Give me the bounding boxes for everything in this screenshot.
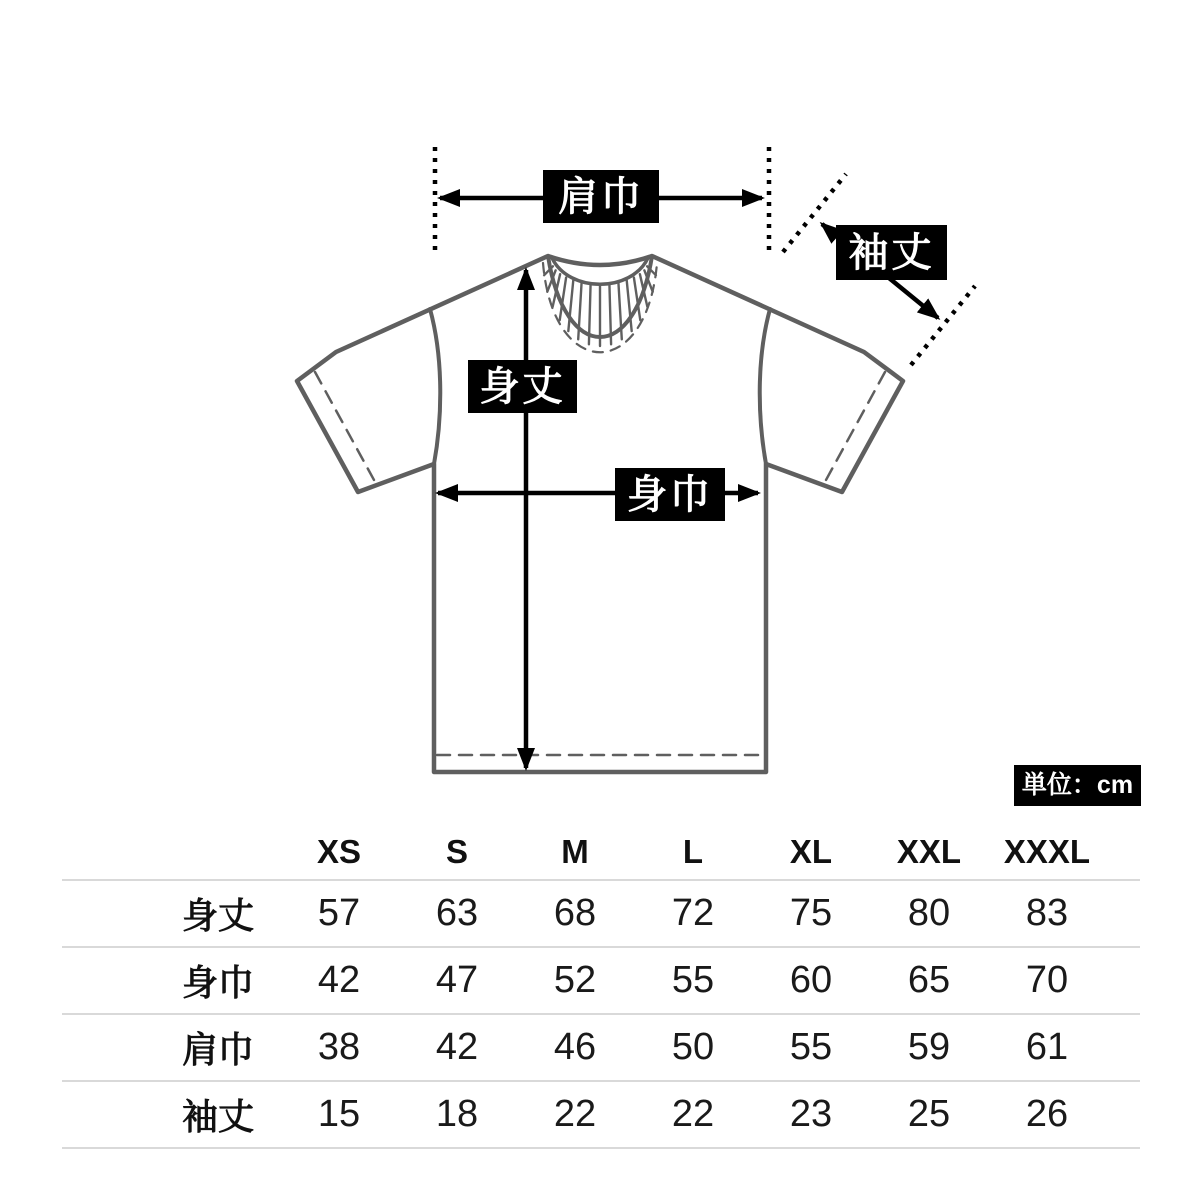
row-label: 身巾 — [181, 962, 254, 1003]
size-cell: 63 — [435, 892, 479, 934]
size-cell: 23 — [789, 1093, 833, 1135]
table-row-body-width — [62, 948, 1140, 1015]
label-shoulder-width: 肩巾 — [543, 170, 659, 223]
table-row-body-length — [62, 881, 1140, 948]
table-row-sleeve-length — [62, 1082, 1140, 1149]
label-sleeve-length: 袖丈 — [836, 225, 947, 280]
col-header-xxl: XXL — [896, 832, 962, 870]
size-table — [62, 824, 1140, 1149]
size-cell: 83 — [1025, 892, 1069, 934]
col-header-s: S — [445, 832, 468, 870]
size-cell: 55 — [671, 959, 715, 1001]
size-cell: 42 — [317, 959, 361, 1001]
size-cell: 59 — [907, 1026, 951, 1068]
size-cell: 42 — [435, 1026, 479, 1068]
sleeve-length-arrow-lower — [889, 278, 938, 318]
col-header-l: L — [682, 832, 704, 870]
row-label: 身丈 — [181, 895, 254, 936]
col-header-xs: XS — [316, 832, 362, 870]
size-cell: 25 — [907, 1093, 951, 1135]
size-cell: 57 — [317, 892, 361, 934]
col-header-xxxl: XXXL — [1003, 832, 1091, 870]
table-row-shoulder-width — [62, 1015, 1140, 1082]
size-cell: 50 — [671, 1026, 715, 1068]
col-header-xl: XL — [789, 832, 833, 870]
size-cell: 70 — [1025, 959, 1069, 1001]
size-cell: 26 — [1025, 1093, 1069, 1135]
col-header-m: M — [561, 832, 589, 870]
row-label: 袖丈 — [181, 1096, 254, 1137]
size-cell: 46 — [553, 1026, 597, 1068]
size-cell: 68 — [553, 892, 597, 934]
size-cell: 65 — [907, 959, 951, 1001]
sleeve-guide-bottom — [911, 286, 975, 365]
label-body-width: 身巾 — [615, 468, 725, 521]
label-body-length: 身丈 — [468, 360, 577, 413]
size-cell: 80 — [907, 892, 951, 934]
row-label: 肩巾 — [181, 1029, 254, 1070]
size-cell: 72 — [671, 892, 715, 934]
size-cell: 61 — [1025, 1026, 1069, 1068]
size-cell: 38 — [317, 1026, 361, 1068]
size-cell: 22 — [553, 1093, 597, 1135]
size-table-header-row — [62, 824, 1140, 881]
size-cell: 47 — [435, 959, 479, 1001]
size-cell: 75 — [789, 892, 833, 934]
size-cell: 55 — [789, 1026, 833, 1068]
unit-label: 単位：cm — [1014, 765, 1141, 806]
size-cell: 60 — [789, 959, 833, 1001]
size-cell: 22 — [671, 1093, 715, 1135]
size-cell: 52 — [553, 959, 597, 1001]
size-cell: 18 — [435, 1093, 479, 1135]
size-cell: 15 — [317, 1093, 361, 1135]
